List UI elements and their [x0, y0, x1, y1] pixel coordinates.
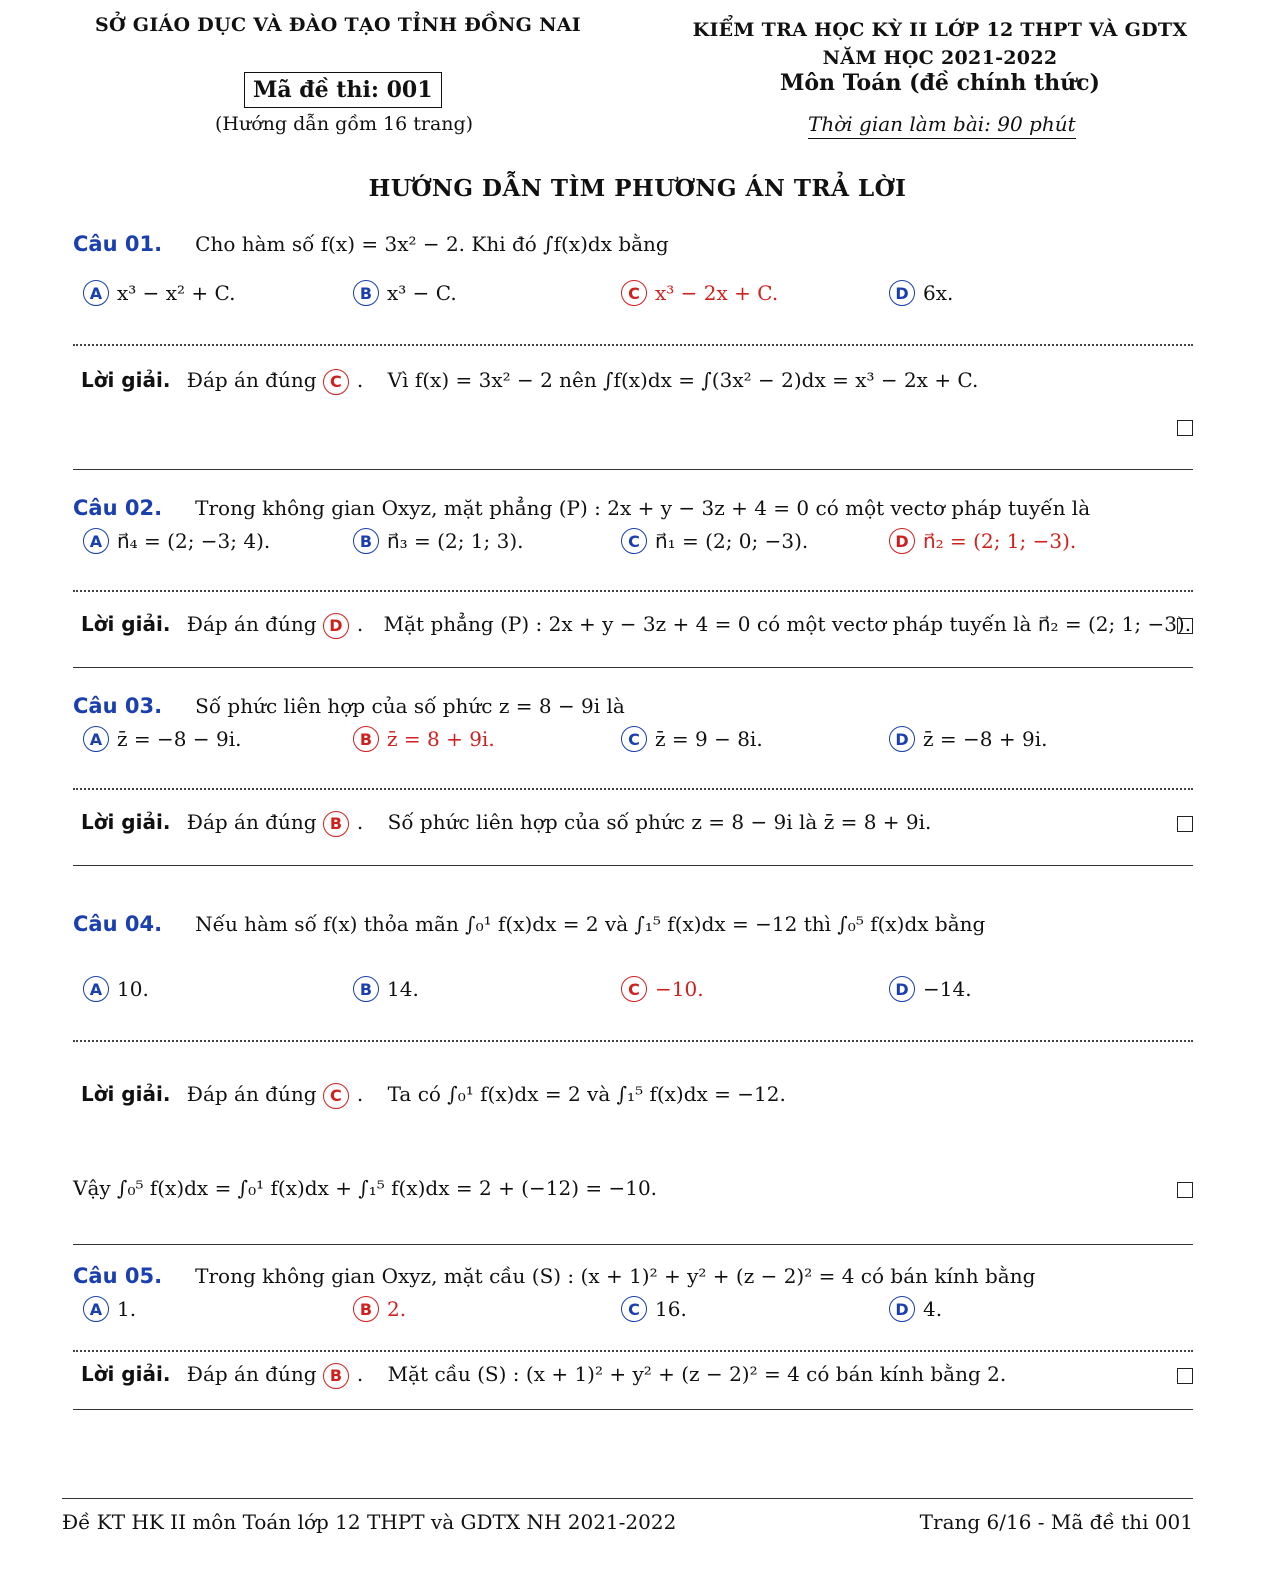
option-letter: D — [889, 280, 915, 306]
option-letter: B — [353, 528, 379, 554]
divider-dotted — [73, 344, 1193, 346]
option-text: 14. — [387, 977, 419, 1001]
question-label: Câu 01. — [73, 232, 163, 256]
option-text: 2. — [387, 1297, 407, 1321]
divider-dotted — [73, 788, 1193, 790]
option-text: n⃗₂ = (2; 1; −3). — [923, 529, 1077, 553]
option-d[interactable] — [889, 528, 1076, 554]
exam-title-line2: NĂM HỌC 2021-2022 — [822, 47, 1058, 69]
divider — [73, 469, 1193, 470]
answer-letter: D — [323, 613, 349, 639]
answer-letter: C — [323, 1083, 349, 1109]
option-letter: A — [83, 528, 109, 554]
divider-dotted — [73, 1350, 1193, 1352]
answer-letter: B — [323, 811, 349, 837]
options-row — [83, 1296, 1193, 1326]
question-stem: Nếu hàm số f(x) thỏa mãn ∫₀¹ f(x)dx = 2 và ∫₁⁵ f(x)dx = −12 thì ∫₀⁵ f(x)dx bằng — [195, 912, 986, 936]
question-label: Câu 05. — [73, 1264, 163, 1288]
option-text: n⃗₃ = (2; 1; 3). — [387, 529, 524, 553]
pages-note: (Hướng dẫn gồm 16 trang) — [215, 113, 474, 135]
solution-text: Mặt cầu (S) : (x + 1)² + y² + (z − 2)² = 4 có bán kính bằng 2. — [387, 1362, 1007, 1386]
qed-square-icon — [1177, 618, 1193, 634]
options-row — [83, 280, 1193, 310]
solution: Lời giải. Đáp án đúng C . Ta có ∫₀¹ f(x)dx = 2 và ∫₁⁵ f(x)dx = −12. — [81, 1082, 1193, 1109]
option-letter: A — [83, 726, 109, 752]
option-c[interactable] — [621, 528, 808, 554]
question-stem: Số phức liên hợp của số phức z = 8 − 9i là — [195, 694, 625, 718]
option-letter: C — [621, 280, 647, 306]
option-text: 16. — [655, 1297, 687, 1321]
qed-square-icon — [1177, 420, 1193, 436]
option-letter: D — [889, 726, 915, 752]
question-2 — [73, 496, 1193, 636]
solution-text: Ta có ∫₀¹ f(x)dx = 2 và ∫₁⁵ f(x)dx = −12. — [387, 1082, 786, 1106]
footer-left: Đề KT HK II môn Toán lớp 12 THPT và GDTX NH 2021-2022 — [62, 1510, 677, 1534]
option-letter: D — [889, 1296, 915, 1322]
option-a[interactable] — [83, 726, 241, 752]
qed-square-icon — [1177, 1368, 1193, 1384]
option-d[interactable] — [889, 280, 953, 306]
option-letter: C — [621, 528, 647, 554]
option-d[interactable] — [889, 976, 972, 1002]
time-limit: Thời gian làm bài: 90 phút — [808, 112, 1076, 139]
option-text: −14. — [923, 977, 972, 1001]
exam-title — [690, 16, 1190, 72]
option-letter: C — [621, 1296, 647, 1322]
solution: Lời giải. Đáp án đúng B . Số phức liên hợp của số phức z = 8 − 9i là z̄ = 8 + 9i. — [81, 810, 1193, 837]
divider-dotted — [73, 590, 1193, 592]
option-letter: B — [353, 976, 379, 1002]
option-text: z̄ = −8 − 9i. — [117, 727, 242, 751]
answer-letter: C — [323, 369, 349, 395]
option-letter: A — [83, 976, 109, 1002]
question-stem: Cho hàm số f(x) = 3x² − 2. Khi đó ∫f(x)dx bằng — [195, 232, 669, 256]
solution-text: Mặt phẳng (P) : 2x + y − 3z + 4 = 0 có một vectơ pháp tuyến là n⃗₂ = (2; 1; −3). — [383, 612, 1192, 636]
option-c[interactable] — [621, 1296, 687, 1322]
solution-label: Lời giải. — [81, 612, 171, 636]
option-b[interactable] — [353, 528, 524, 554]
option-letter: A — [83, 280, 109, 306]
answer-prefix: Đáp án đúng — [186, 1082, 317, 1106]
option-b[interactable] — [353, 280, 457, 306]
divider — [73, 865, 1193, 866]
option-text: z̄ = 9 − 8i. — [655, 727, 763, 751]
page-title: HƯỚNG DẪN TÌM PHƯƠNG ÁN TRẢ LỜI — [368, 175, 907, 202]
option-text: 10. — [117, 977, 149, 1001]
option-a[interactable] — [83, 280, 236, 306]
option-text: z̄ = −8 + 9i. — [923, 727, 1048, 751]
divider — [73, 1409, 1193, 1410]
option-text: 6x. — [923, 281, 954, 305]
footer-rule — [62, 1498, 1193, 1499]
option-letter: D — [889, 528, 915, 554]
divider — [73, 667, 1193, 668]
solution-label: Lời giải. — [81, 1362, 171, 1386]
solution-text: Số phức liên hợp của số phức z = 8 − 9i là z̄ = 8 + 9i. — [387, 810, 932, 834]
option-text: −10. — [655, 977, 704, 1001]
solution-conclusion: Vậy ∫₀⁵ f(x)dx = ∫₀¹ f(x)dx + ∫₁⁵ f(x)dx = 2 + (−12) = −10. — [73, 1176, 658, 1200]
answer-prefix: Đáp án đúng — [186, 368, 317, 392]
option-text: x³ − 2x + C. — [655, 281, 779, 305]
option-text: x³ − C. — [387, 281, 457, 305]
solution-label: Lời giải. — [81, 368, 171, 392]
option-c[interactable] — [621, 976, 704, 1002]
option-b[interactable] — [353, 976, 419, 1002]
option-a[interactable] — [83, 1296, 136, 1322]
option-letter: B — [353, 280, 379, 306]
option-c[interactable] — [621, 280, 778, 306]
option-letter: B — [353, 1296, 379, 1322]
question-label: Câu 02. — [73, 496, 163, 520]
option-a[interactable] — [83, 976, 149, 1002]
question-3 — [73, 694, 1193, 834]
footer-page-number: Trang 6/16 - Mã đề thi 001 — [919, 1510, 1193, 1534]
question-stem: Trong không gian Oxyz, mặt phẳng (P) : 2x + y − 3z + 4 = 0 có một vectơ pháp tuyến là — [195, 496, 1091, 520]
exam-code-box: Mã đề thi: 001 — [244, 72, 442, 108]
option-text: 1. — [117, 1297, 137, 1321]
option-text: x³ − x² + C. — [117, 281, 236, 305]
exam-title-line1: KIỂM TRA HỌC KỲ II LỚP 12 THPT VÀ GDTX — [692, 19, 1188, 41]
divider-dotted — [73, 1040, 1193, 1042]
solution: Lời giải. Đáp án đúng C . Vì f(x) = 3x² − 2 nên ∫f(x)dx = ∫(3x² − 2)dx = x³ − 2x + C. — [81, 368, 1193, 395]
option-b[interactable] — [353, 1296, 406, 1322]
question-label: Câu 04. — [73, 912, 163, 936]
option-letter: C — [621, 976, 647, 1002]
solution-label: Lời giải. — [81, 1082, 171, 1106]
qed-square-icon — [1177, 1182, 1193, 1198]
answer-prefix: Đáp án đúng — [186, 1362, 317, 1386]
question-5 — [73, 1264, 1193, 1386]
solution: Lời giải. Đáp án đúng D . Mặt phẳng (P) : 2x + y − 3z + 4 = 0 có một vectơ pháp tuyến là n⃗₂ = (2; 1; −3). — [81, 612, 1193, 639]
option-a[interactable] — [83, 528, 270, 554]
option-d[interactable] — [889, 726, 1047, 752]
option-letter: A — [83, 1296, 109, 1322]
option-text: n⃗₄ = (2; −3; 4). — [117, 529, 271, 553]
option-b[interactable] — [353, 726, 495, 752]
options-row — [83, 726, 1193, 756]
subject-title: Môn Toán (đề chính thức) — [780, 70, 1100, 96]
question-4 — [73, 912, 1193, 1200]
options-row — [83, 528, 1193, 558]
solution-label: Lời giải. — [81, 810, 171, 834]
solution-text: Vì f(x) = 3x² − 2 nên ∫f(x)dx = ∫(3x² − 2)dx = x³ − 2x + C. — [387, 368, 979, 392]
option-letter: B — [353, 726, 379, 752]
solution: Lời giải. Đáp án đúng B . Mặt cầu (S) : (x + 1)² + y² + (z − 2)² = 4 có bán kính bằng 2. — [81, 1362, 1193, 1389]
answer-prefix: Đáp án đúng — [186, 612, 317, 636]
answer-prefix: Đáp án đúng — [186, 810, 317, 834]
option-letter: D — [889, 976, 915, 1002]
qed-square-icon — [1177, 816, 1193, 832]
option-letter: C — [621, 726, 647, 752]
option-text: 4. — [923, 1297, 943, 1321]
option-d[interactable] — [889, 1296, 942, 1322]
department-title: SỞ GIÁO DỤC VÀ ĐÀO TẠO TỈNH ĐỒNG NAI — [95, 14, 581, 36]
option-text: n⃗₁ = (2; 0; −3). — [655, 529, 809, 553]
options-row — [83, 976, 1193, 1006]
question-1 — [73, 232, 1193, 392]
option-text: z̄ = 8 + 9i. — [387, 727, 495, 751]
option-c[interactable] — [621, 726, 763, 752]
divider — [73, 1244, 1193, 1245]
question-label: Câu 03. — [73, 694, 163, 718]
answer-letter: B — [323, 1363, 349, 1389]
question-stem: Trong không gian Oxyz, mặt cầu (S) : (x + 1)² + y² + (z − 2)² = 4 có bán kính bằng — [195, 1264, 1036, 1288]
